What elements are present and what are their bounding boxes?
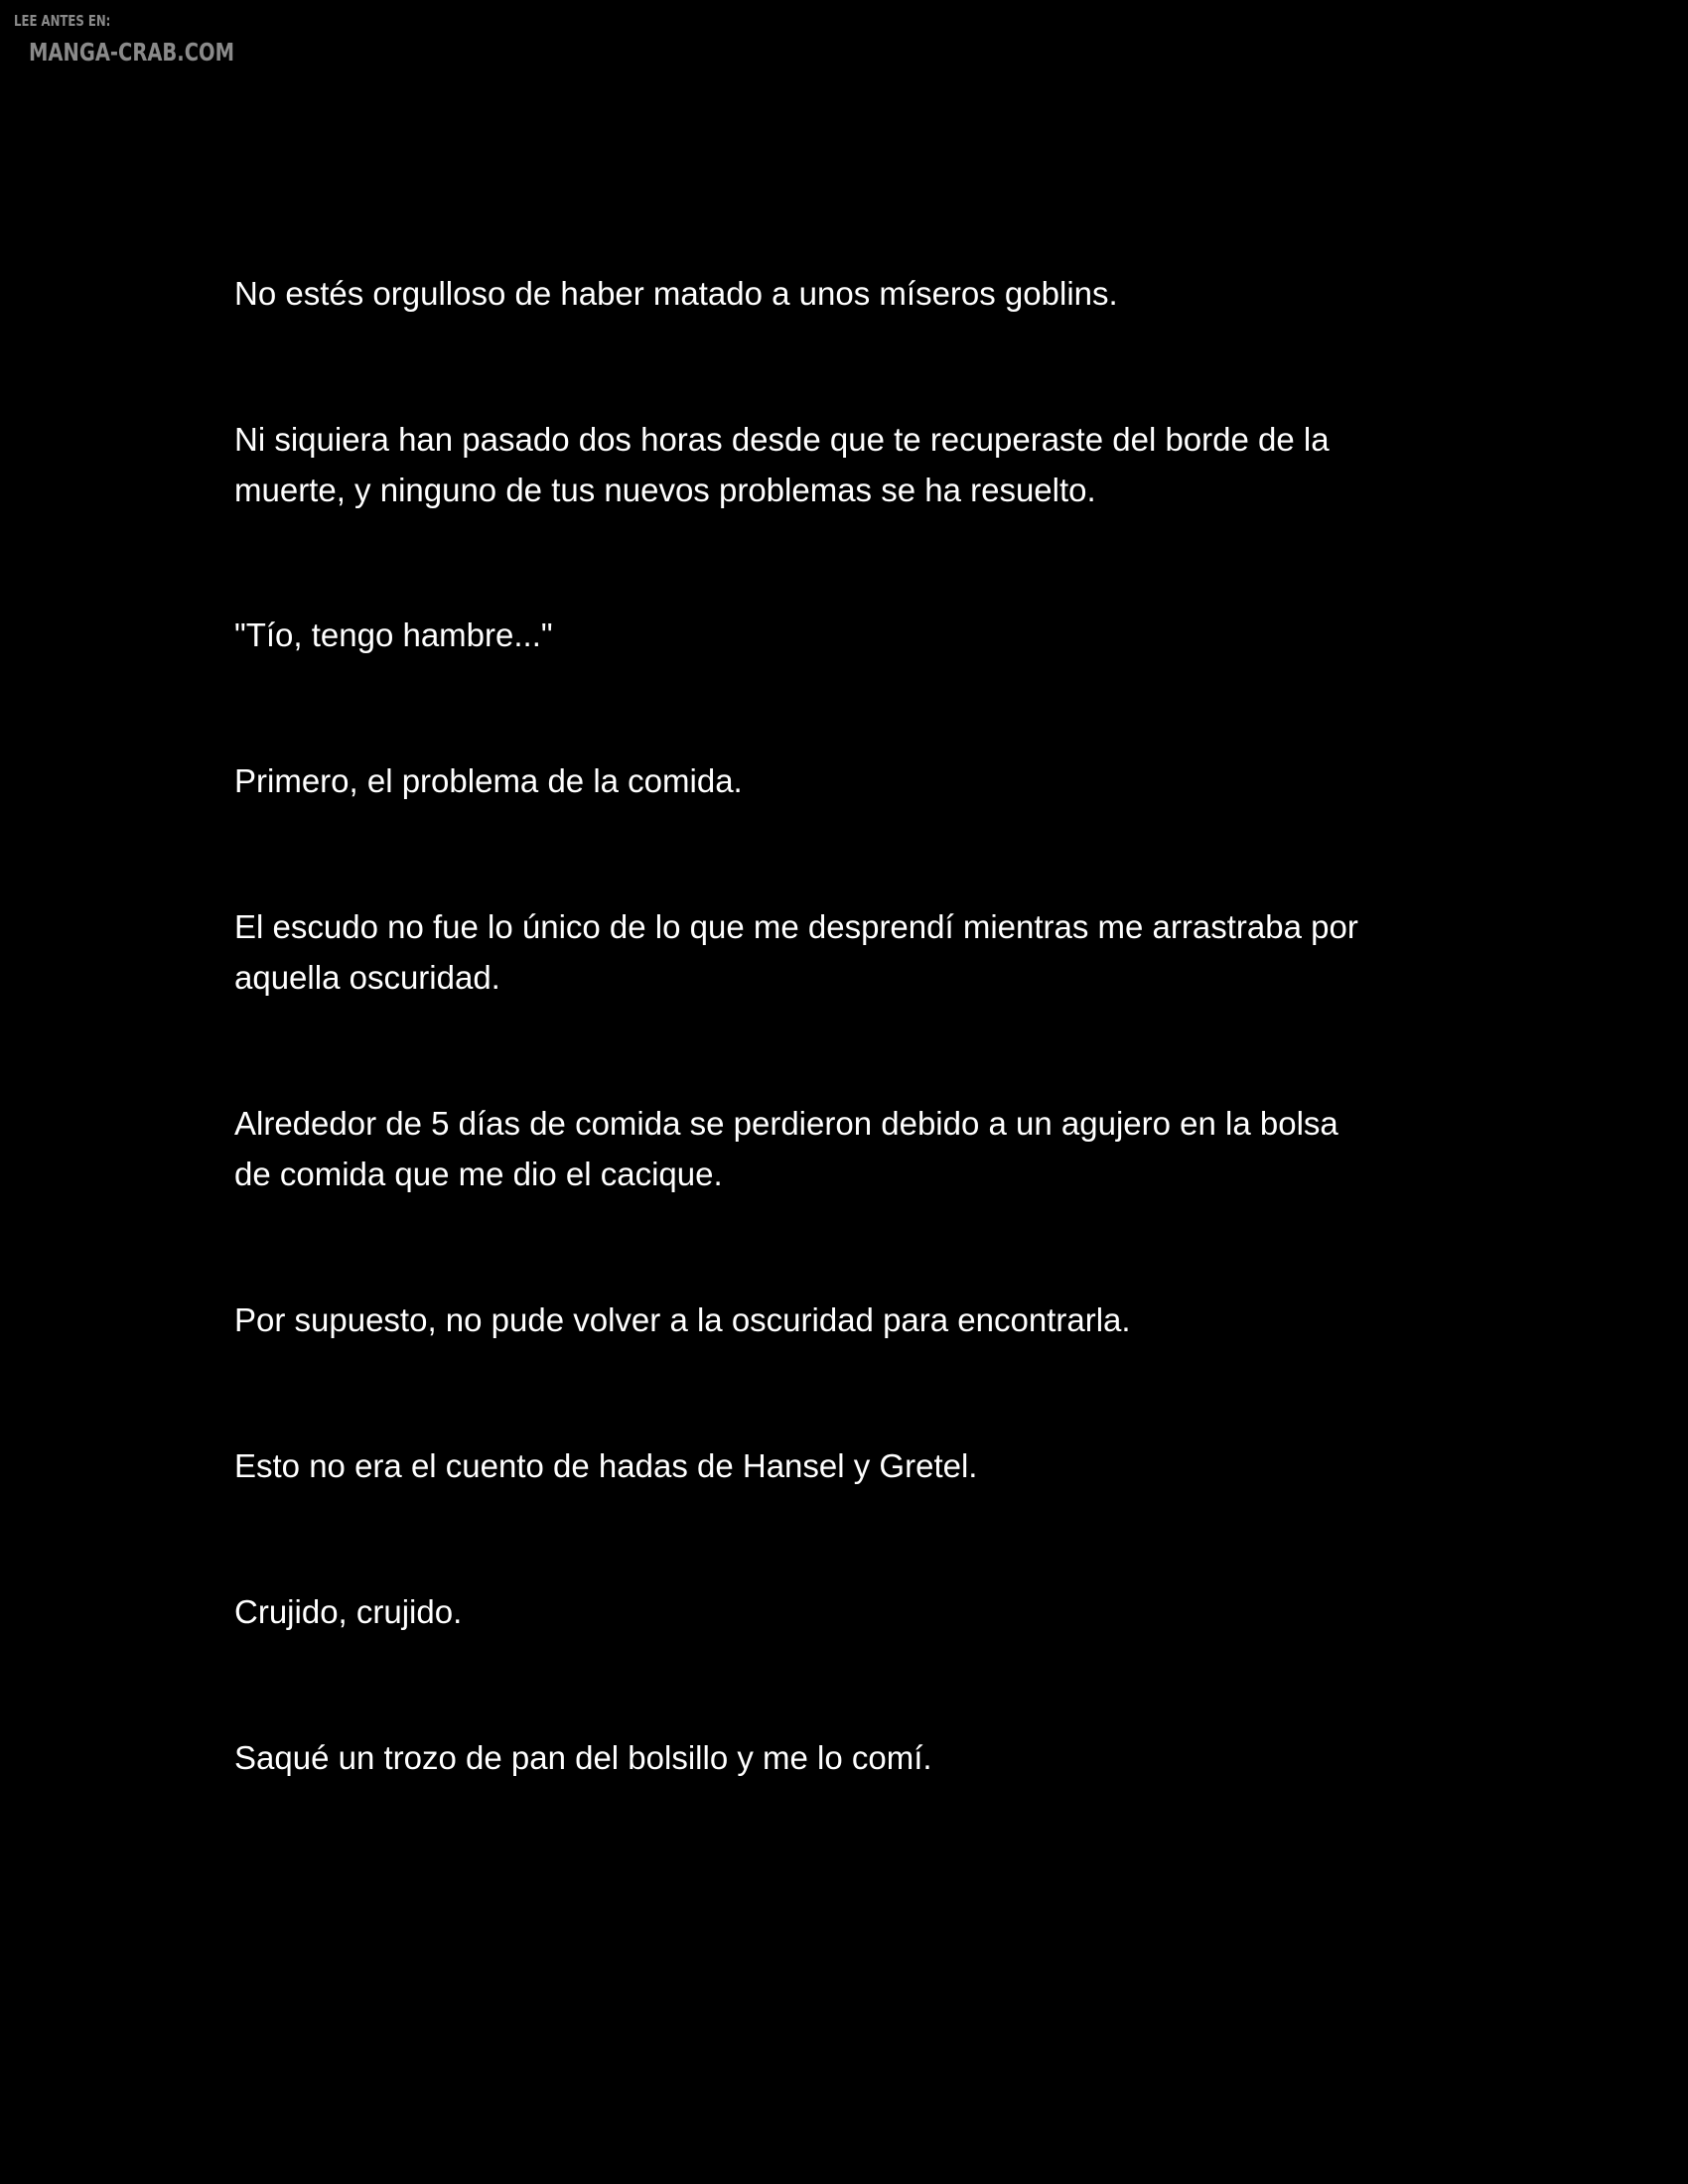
paragraph-4 [234, 755, 1466, 806]
paragraph-line: Crujido, crujido. [234, 1593, 463, 1630]
paragraph-line: Esto no era el cuento de hadas de Hansel y Gretel. [234, 1447, 978, 1484]
paragraph-line: Saqué un trozo de pan del bolsillo y me lo comí. [234, 1739, 932, 1776]
watermark-site: MANGA-CRAB.COM [29, 38, 234, 67]
paragraph-2 [234, 414, 1466, 515]
paragraph-line: El escudo no fue lo único de lo que me desprendí mientras me arrastraba por [234, 908, 1358, 945]
paragraph-line: Por supuesto, no pude volver a la oscuridad para encontrarla. [234, 1301, 1131, 1338]
paragraph-line: Primero, el problema de la comida. [234, 762, 743, 799]
paragraph-line: muerte, y ninguno de tus nuevos problemas se ha resuelto. [234, 472, 1096, 508]
paragraph-7 [234, 1295, 1466, 1345]
watermark-label: LEE ANTES EN: [14, 12, 111, 30]
paragraph-line: No estés orgulloso de haber matado a unos míseros goblins. [234, 275, 1118, 312]
paragraph-1 [234, 268, 1466, 319]
paragraph-10 [234, 1732, 1466, 1783]
paragraph-line: Alrededor de 5 días de comida se perdieron debido a un agujero en la bolsa [234, 1105, 1338, 1142]
watermark [14, 10, 234, 67]
paragraph-9 [234, 1586, 1466, 1637]
paragraph-6 [234, 1098, 1466, 1199]
paragraph-line: "Tío, tengo hambre..." [234, 616, 553, 653]
paragraph-line: de comida que me dio el cacique. [234, 1156, 723, 1192]
paragraph-line: aquella oscuridad. [234, 959, 500, 996]
paragraph-3 [234, 610, 1466, 660]
paragraph-line: Ni siquiera han pasado dos horas desde que te recuperaste del borde de la [234, 421, 1330, 458]
paragraph-8 [234, 1440, 1466, 1491]
paragraph-5 [234, 901, 1466, 1003]
